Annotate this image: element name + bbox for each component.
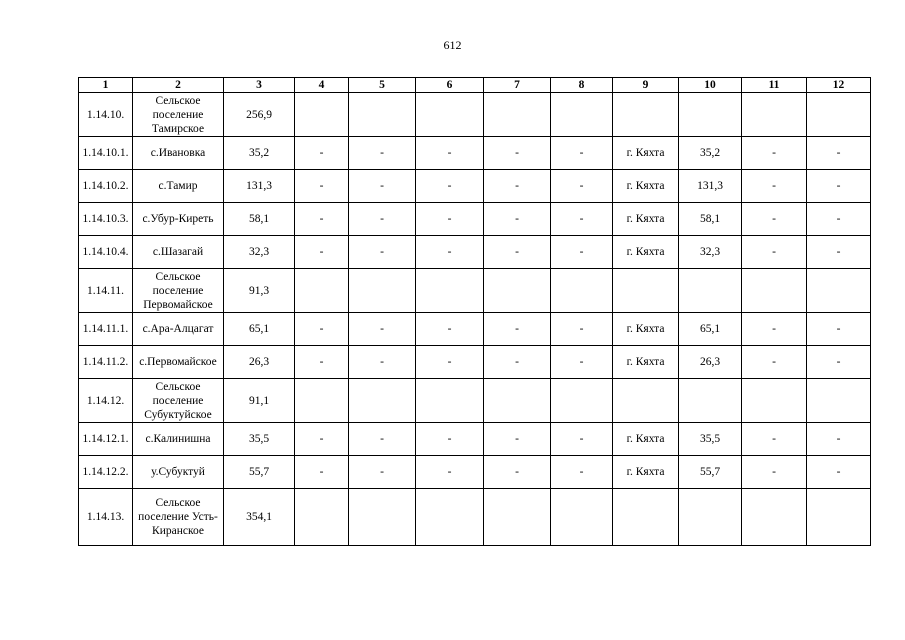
table-cell-value: 91,1	[224, 379, 295, 423]
table-cell-c6: -	[416, 170, 484, 203]
table-cell-name: Сельское поселение Первомайское	[133, 269, 224, 313]
table-cell-code: 1.14.10.	[79, 93, 133, 137]
table-cell-c10: 35,5	[679, 423, 742, 456]
table-cell-c9	[613, 93, 679, 137]
table-cell-c4	[295, 489, 349, 546]
table-cell-c10	[679, 379, 742, 423]
table-cell-c7: -	[484, 170, 551, 203]
table-cell-c6: -	[416, 137, 484, 170]
column-header: 6	[416, 78, 484, 93]
table-cell-c8: -	[551, 346, 613, 379]
column-header: 8	[551, 78, 613, 93]
table-row-settlement	[79, 170, 871, 203]
table-row-settlement-group	[79, 379, 871, 423]
table-cell-c8: -	[551, 203, 613, 236]
table-cell-c11	[742, 489, 807, 546]
table-cell-c6: -	[416, 313, 484, 346]
table-cell-c9	[613, 489, 679, 546]
table-cell-code: 1.14.10.1.	[79, 137, 133, 170]
table-cell-c8: -	[551, 236, 613, 269]
table-cell-c5	[349, 379, 416, 423]
table-cell-c7	[484, 93, 551, 137]
column-header: 3	[224, 78, 295, 93]
table-cell-c11	[742, 93, 807, 137]
page-number: 612	[443, 38, 462, 52]
table-cell-value: 35,2	[224, 137, 295, 170]
table-cell-name: с.Первомайское	[133, 346, 224, 379]
table-cell-name: с.Ара-Алцагат	[133, 313, 224, 346]
table-cell-c6: -	[416, 346, 484, 379]
column-header: 1	[79, 78, 133, 93]
table-row-settlement	[79, 346, 871, 379]
table-cell-c12	[807, 93, 871, 137]
table-cell-c4: -	[295, 137, 349, 170]
table-cell-c5: -	[349, 313, 416, 346]
table-cell-c4: -	[295, 203, 349, 236]
table-cell-c7	[484, 379, 551, 423]
table-cell-c5: -	[349, 137, 416, 170]
table-cell-c10: 65,1	[679, 313, 742, 346]
table-cell-name: с.Тамир	[133, 170, 224, 203]
table-cell-c7: -	[484, 313, 551, 346]
table-cell-c8	[551, 489, 613, 546]
table-cell-value: 256,9	[224, 93, 295, 137]
table-cell-c6	[416, 489, 484, 546]
table-cell-c11: -	[742, 137, 807, 170]
table-cell-c10	[679, 489, 742, 546]
table-row-settlement	[79, 203, 871, 236]
table-cell-c9: г. Кяхта	[613, 203, 679, 236]
table-cell-c4	[295, 93, 349, 137]
table-cell-c10: 131,3	[679, 170, 742, 203]
table-cell-c11	[742, 379, 807, 423]
table-cell-c5	[349, 489, 416, 546]
column-header: 11	[742, 78, 807, 93]
table-cell-c5: -	[349, 456, 416, 489]
table-cell-c9: г. Кяхта	[613, 456, 679, 489]
table-cell-c5: -	[349, 170, 416, 203]
table-cell-c11: -	[742, 170, 807, 203]
table-cell-c10: 55,7	[679, 456, 742, 489]
table-cell-code: 1.14.10.4.	[79, 236, 133, 269]
table-cell-c9	[613, 379, 679, 423]
table-cell-c6: -	[416, 203, 484, 236]
table-cell-code: 1.14.10.3.	[79, 203, 133, 236]
table-cell-c6: -	[416, 423, 484, 456]
table-cell-c12: -	[807, 456, 871, 489]
table-cell-value: 131,3	[224, 170, 295, 203]
column-header: 12	[807, 78, 871, 93]
table-cell-name: Сельское поселение Субуктуйское	[133, 379, 224, 423]
table-cell-c12: -	[807, 203, 871, 236]
table-cell-c11	[742, 269, 807, 313]
table-cell-value: 35,5	[224, 423, 295, 456]
table-cell-c6	[416, 93, 484, 137]
table-cell-code: 1.14.11.	[79, 269, 133, 313]
table-cell-c10: 35,2	[679, 137, 742, 170]
table-cell-c11: -	[742, 236, 807, 269]
table-cell-value: 91,3	[224, 269, 295, 313]
table-cell-c9: г. Кяхта	[613, 137, 679, 170]
table-cell-c12: -	[807, 236, 871, 269]
table-row-settlement-group	[79, 269, 871, 313]
table-cell-c7: -	[484, 423, 551, 456]
table-row-settlement	[79, 456, 871, 489]
table-cell-c8: -	[551, 137, 613, 170]
table-cell-c8	[551, 379, 613, 423]
table-cell-c4: -	[295, 456, 349, 489]
table-row-settlement	[79, 423, 871, 456]
table-cell-c4: -	[295, 170, 349, 203]
table-cell-c8: -	[551, 423, 613, 456]
table-cell-c4: -	[295, 423, 349, 456]
table-cell-c8: -	[551, 456, 613, 489]
table-cell-name: Сельское поселение Тамирское	[133, 93, 224, 137]
table-cell-c12: -	[807, 423, 871, 456]
table-cell-c7: -	[484, 456, 551, 489]
table-row-settlement	[79, 137, 871, 170]
table-cell-c7: -	[484, 203, 551, 236]
table-cell-name: с.Ивановка	[133, 137, 224, 170]
table-cell-c4: -	[295, 313, 349, 346]
table-cell-c12: -	[807, 137, 871, 170]
table-cell-value: 58,1	[224, 203, 295, 236]
table-cell-c5	[349, 269, 416, 313]
table-cell-c9: г. Кяхта	[613, 423, 679, 456]
table-cell-c8	[551, 93, 613, 137]
data-table	[78, 77, 871, 546]
table-cell-c11: -	[742, 346, 807, 379]
table-cell-code: 1.14.12.1.	[79, 423, 133, 456]
table-cell-c12	[807, 379, 871, 423]
table-cell-code: 1.14.11.1.	[79, 313, 133, 346]
table-cell-c11: -	[742, 423, 807, 456]
column-header: 10	[679, 78, 742, 93]
column-header: 7	[484, 78, 551, 93]
table-cell-c4: -	[295, 346, 349, 379]
column-header: 2	[133, 78, 224, 93]
table-row-settlement	[79, 236, 871, 269]
table-cell-c5: -	[349, 203, 416, 236]
table-cell-c5: -	[349, 423, 416, 456]
table-cell-value: 65,1	[224, 313, 295, 346]
table-cell-name: с.Шазагай	[133, 236, 224, 269]
column-header: 9	[613, 78, 679, 93]
table-cell-c9: г. Кяхта	[613, 170, 679, 203]
table-cell-c9: г. Кяхта	[613, 313, 679, 346]
column-header: 4	[295, 78, 349, 93]
table-cell-c5: -	[349, 346, 416, 379]
table-cell-c9	[613, 269, 679, 313]
table-cell-c7	[484, 489, 551, 546]
table-cell-c10	[679, 93, 742, 137]
table-cell-c12: -	[807, 313, 871, 346]
table-cell-c11: -	[742, 456, 807, 489]
table-cell-value: 26,3	[224, 346, 295, 379]
column-header: 5	[349, 78, 416, 93]
table-cell-c6	[416, 269, 484, 313]
table-cell-value: 55,7	[224, 456, 295, 489]
table-cell-c10: 32,3	[679, 236, 742, 269]
table-cell-code: 1.14.12.	[79, 379, 133, 423]
table-cell-c4	[295, 269, 349, 313]
table-cell-c7	[484, 269, 551, 313]
table-cell-c4	[295, 379, 349, 423]
table-cell-c6: -	[416, 456, 484, 489]
table-cell-c8	[551, 269, 613, 313]
table-row-settlement-group	[79, 489, 871, 546]
table-cell-c12: -	[807, 170, 871, 203]
table-cell-c9: г. Кяхта	[613, 236, 679, 269]
table-cell-c5	[349, 93, 416, 137]
table-cell-code: 1.14.12.2.	[79, 456, 133, 489]
table-cell-c11: -	[742, 313, 807, 346]
table-cell-code: 1.14.10.2.	[79, 170, 133, 203]
table-cell-c5: -	[349, 236, 416, 269]
table-cell-name: с.Убур-Киреть	[133, 203, 224, 236]
table-cell-c10: 58,1	[679, 203, 742, 236]
table-cell-value: 354,1	[224, 489, 295, 546]
table-cell-c12	[807, 269, 871, 313]
table-row-settlement-group	[79, 93, 871, 137]
table-cell-c7: -	[484, 346, 551, 379]
table-cell-c7: -	[484, 236, 551, 269]
table-cell-c6: -	[416, 236, 484, 269]
table-row-settlement	[79, 313, 871, 346]
table-cell-value: 32,3	[224, 236, 295, 269]
table-cell-c6	[416, 379, 484, 423]
table-cell-c10	[679, 269, 742, 313]
table-header-row	[79, 78, 871, 93]
table-cell-code: 1.14.13.	[79, 489, 133, 546]
table-cell-c4: -	[295, 236, 349, 269]
table-cell-c10: 26,3	[679, 346, 742, 379]
table-cell-name: у.Субуктуй	[133, 456, 224, 489]
table-cell-c7: -	[484, 137, 551, 170]
table-cell-c12	[807, 489, 871, 546]
table-cell-c11: -	[742, 203, 807, 236]
table-cell-c8: -	[551, 170, 613, 203]
table-cell-name: Сельское поселение Усть-Киранское	[133, 489, 224, 546]
table-cell-c8: -	[551, 313, 613, 346]
table-cell-c9: г. Кяхта	[613, 346, 679, 379]
table-cell-name: с.Калинишна	[133, 423, 224, 456]
table-cell-c12: -	[807, 346, 871, 379]
table-cell-code: 1.14.11.2.	[79, 346, 133, 379]
